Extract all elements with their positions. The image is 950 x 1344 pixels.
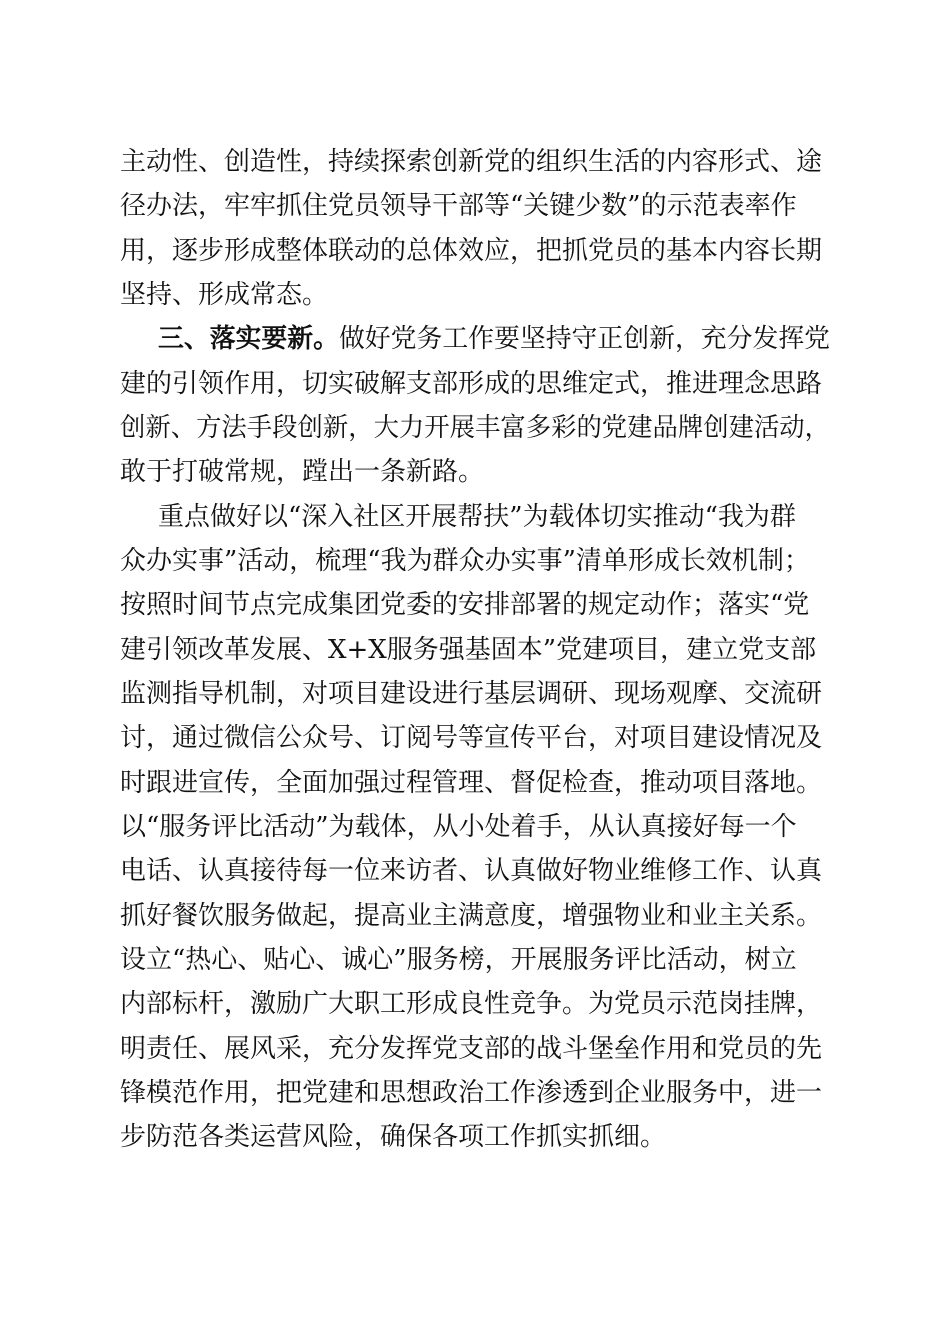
paragraph-3-line-15: 步防范各类运营风险，确保各项工作抓实抓细。 <box>120 1122 667 1152</box>
paragraph-3-line-7: 时跟进宣传，全面加强过程管理、督促检查，推动项目落地。 <box>120 768 823 798</box>
paragraph-3-line-2: 众办实事”活动，梳理“我为群众办实事”清单形成长效机制； <box>120 546 810 576</box>
paragraph-3-line-12: 内部标杆，激励广大职工形成良性竞争。为党员示范岗挂牌， <box>120 989 823 1019</box>
paragraph-3-line-4: 建引领改革发展、X+X服务强基固本”党建项目，建立党支部 <box>120 635 817 665</box>
section-heading: 三、落实要新。 <box>158 324 339 354</box>
paragraph-3-line-5: 监测指导机制，对项目建设进行基层调研、现场观摩、交流研 <box>120 679 823 709</box>
paragraph-1-line-1: 主动性、创造性，持续探索创新党的组织生活的内容形式、途 <box>120 147 823 177</box>
paragraph-2-line-3: 创新、方法手段创新，大力开展丰富多彩的党建品牌创建活动， <box>120 413 831 443</box>
paragraph-1-line-2: 径办法，牢牢抓住党员领导干部等“关键少数”的示范表率作 <box>120 191 797 221</box>
paragraph-3-line-9: 电话、认真接待每一位来访者、认真做好物业维修工作、认真 <box>120 856 823 886</box>
paragraph-2-line-1 <box>158 319 831 359</box>
paragraph-1-line-4: 坚持、形成常态。 <box>120 280 329 310</box>
paragraph-3-line-1: 重点做好以“深入社区开展帮扶”为载体切实推动“我为群 <box>158 502 796 532</box>
paragraph-3-line-8: 以“服务评比活动”为载体，从小处着手，从认真接好每一个 <box>120 812 797 842</box>
paragraph-3-line-10: 抓好餐饮服务做起，提高业主满意度，增强物业和业主关系。 <box>120 901 823 931</box>
paragraph-3-line-13: 明责任、展风采，充分发挥党支部的战斗堡垒作用和党员的先 <box>120 1034 823 1064</box>
paragraph-2-line-4: 敢于打破常规，蹚出一条新路。 <box>120 457 485 487</box>
paragraph-2-line-2: 建的引领作用，切实破解支部形成的思维定式，推进理念思路 <box>120 369 823 399</box>
paragraph-1-line-3: 用，逐步形成整体联动的总体效应，把抓党员的基本内容长期 <box>120 236 823 266</box>
paragraph-2-line-1-text: 做好党务工作要坚持守正创新，充分发挥党 <box>338 324 831 354</box>
paragraph-3-line-3: 按照时间节点完成集团党委的安排部署的规定动作；落实“党 <box>120 590 810 620</box>
paragraph-3-line-14: 锋模范作用，把党建和思想政治工作渗透到企业服务中，进一 <box>120 1078 823 1108</box>
paragraph-3-line-11: 设立“热心、贴心、诚心”服务榜，开展服务评比活动，树立 <box>120 945 797 975</box>
paragraph-3-line-6: 讨，通过微信公众号、订阅号等宣传平台，对项目建设情况及 <box>120 723 823 753</box>
